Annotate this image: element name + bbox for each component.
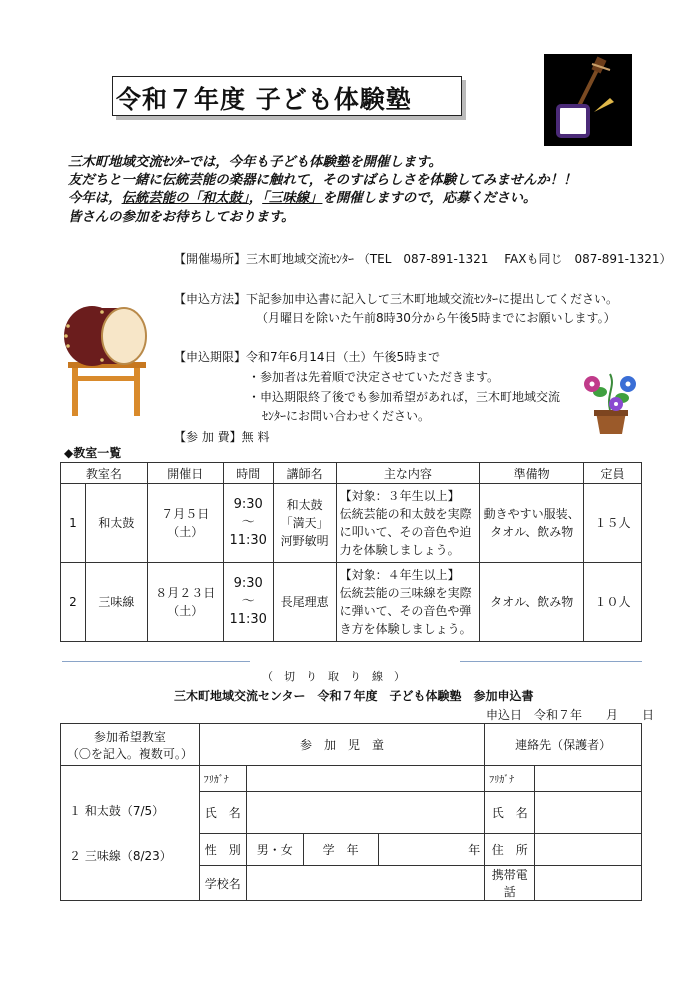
school-field[interactable] [246, 866, 485, 901]
option-shamisen[interactable]: ２ 三味線（8/23） [69, 849, 172, 863]
class-capacity: １０人 [584, 563, 642, 642]
weekday-text: （土） [167, 604, 204, 618]
col-header-items: 準備物 [480, 463, 584, 484]
class-list-label: ◆教室一覧 [64, 446, 122, 460]
class-instructor: 長尾理恵 [273, 563, 336, 642]
content-line-2: 伝統芸能の三味線を実際 [339, 586, 472, 600]
cut-line-left [62, 661, 250, 662]
class-items [480, 484, 584, 563]
page-title: 令和７年度 子ども体験塾 [116, 85, 412, 114]
items-line-2: タオル、飲み物 [490, 525, 574, 539]
content-line-2: 伝統芸能の和太鼓を実際 [339, 507, 472, 521]
info-fee: 【参 加 費】無 料 [174, 430, 270, 444]
intro-line-3-mid: ， [248, 191, 263, 206]
class-name: 和太鼓 [85, 484, 147, 563]
class-date [147, 484, 223, 563]
class-choice-header-1: 参加希望教室 [93, 729, 166, 744]
col-header-date: 開催日 [147, 463, 223, 484]
info-method-note: （月曜日を除いた午前8時30分から午後5時までにお願いします。） [256, 311, 616, 325]
intro-highlight-shamisen: 「三味線」 [262, 191, 323, 206]
gender-field[interactable]: 男・女 [246, 834, 303, 866]
class-date [147, 563, 223, 642]
intro-line-1: 三木町地域交流ｾﾝﾀｰでは，今年も子ども体験塾を開催します。 [68, 155, 442, 170]
contact-header: 連絡先（保護者） [485, 724, 642, 766]
class-choice-header-2: （〇を記入。複数可。） [66, 746, 193, 761]
time-start: 9:30 [233, 576, 263, 591]
cut-line-label: （ 切 り 取 り 線 ） [262, 670, 405, 683]
weekday-text: （土） [167, 525, 204, 539]
class-capacity: １５人 [584, 484, 642, 563]
taiko-drum-illustration [58, 300, 158, 418]
grade-label: 学 年 [303, 834, 378, 866]
application-form [60, 723, 642, 901]
class-name: 三味線 [85, 563, 147, 642]
info-note-2: ・申込期限終了後でも参加希望があれば，三木町地域交流 [248, 390, 561, 404]
row-number: 1 [61, 484, 86, 563]
child-name-field[interactable] [246, 792, 485, 834]
table-row [61, 563, 642, 642]
intro-line-3 [68, 187, 536, 206]
col-header-content: 主な内容 [336, 463, 480, 484]
gender-label: 性 別 [199, 834, 246, 866]
child-furigana-label: ﾌﾘｶﾞﾅ [199, 766, 246, 792]
flower-pot-illustration [576, 370, 646, 436]
option-wadaiko[interactable]: １ 和太鼓（7/5） [69, 804, 165, 818]
form-date-line: 申込日 令和７年 月 日 [486, 708, 655, 722]
table-row [61, 484, 642, 563]
intro-line-2: 友だちと一緒に伝統芸能の楽器に触れて，そのすばらしさを体験してみませんか！！ [68, 173, 577, 188]
intro-highlight-wadaiko: 伝統芸能の「和太鼓」 [121, 191, 249, 206]
class-choice-options[interactable] [61, 766, 200, 901]
col-header-time: 時間 [223, 463, 273, 484]
class-time [223, 563, 273, 642]
class-content [336, 484, 480, 563]
guardian-furigana-label: ﾌﾘｶﾞﾅ [485, 766, 535, 792]
class-table [60, 462, 642, 642]
child-furigana-field[interactable] [246, 766, 485, 792]
instructor-line-2: 「満天」 [280, 516, 329, 530]
form-title: 三木町地域交流センター 令和７年度 子ども体験塾 参加申込書 [174, 689, 534, 703]
instructor-line-3: 河野敏明 [280, 534, 329, 548]
info-venue: 【開催場所】三木町地域交流ｾﾝﾀｰ （TEL 087-891-1321 FAXも同じ 087-891-1321） [174, 252, 672, 266]
content-line-3: に弾いて、その音色や弾 [339, 604, 472, 618]
col-header-capacity: 定員 [584, 463, 642, 484]
child-header: 参 加 児 童 [199, 724, 485, 766]
date-text: ８月２３日 [155, 586, 216, 600]
class-choice-header [61, 724, 200, 766]
mobile-field[interactable] [535, 866, 642, 901]
class-table-header [61, 463, 642, 484]
guardian-name-label: 氏 名 [485, 792, 535, 834]
instructor-line-1: 和太鼓 [286, 498, 323, 512]
info-deadline: 【申込期限】令和7年6月14日（土）午後5時まで [174, 350, 441, 364]
time-separator: ～ [241, 594, 255, 609]
col-header-class: 教室名 [61, 463, 148, 484]
col-header-instructor: 講師名 [273, 463, 336, 484]
class-time [223, 484, 273, 563]
info-note-1: ・参加者は先着順で決定させていただきます。 [248, 370, 500, 384]
info-note-3: ｾﾝﾀｰにお問い合わせください。 [262, 409, 431, 423]
time-separator: ～ [241, 515, 255, 530]
row-number: 2 [61, 563, 86, 642]
date-text: ７月５日 [161, 507, 210, 521]
items-line-1: 動きやすい服装、 [483, 507, 580, 521]
content-line-3: に叩いて、その音色や迫 [339, 525, 472, 539]
info-method: 【申込方法】下記参加申込書に記入して三木町地域交流ｾﾝﾀｰに提出してください。 [174, 292, 619, 306]
time-end: 11:30 [229, 612, 267, 627]
class-instructor [273, 484, 336, 563]
address-label: 住 所 [485, 834, 535, 866]
school-label: 学校名 [199, 866, 246, 901]
time-end: 11:30 [229, 533, 267, 548]
address-field[interactable] [535, 834, 642, 866]
child-name-label: 氏 名 [199, 792, 246, 834]
mobile-label: 携帯電話 [485, 866, 535, 901]
class-content [336, 563, 480, 642]
time-start: 9:30 [233, 497, 263, 512]
intro-line-4: 皆さんの参加をお待ちしております。 [68, 210, 295, 225]
content-line-4: 力を体験しましょう。 [339, 543, 460, 557]
guardian-name-field[interactable] [535, 792, 642, 834]
guardian-furigana-field[interactable] [535, 766, 642, 792]
intro-line-3-pre: 今年は， [68, 191, 122, 206]
grade-field[interactable]: 年 [378, 834, 485, 866]
shamisen-illustration [544, 54, 632, 146]
intro-line-3-post: を開催しますので，応募ください。 [322, 191, 537, 206]
content-line-4: き方を体験しましょう。 [339, 622, 472, 636]
content-line-1: 【対象：４年生以上】 [339, 568, 460, 582]
class-items: タオル、飲み物 [480, 563, 584, 642]
cut-line-right [460, 661, 642, 662]
content-line-1: 【対象：３年生以上】 [339, 489, 460, 503]
